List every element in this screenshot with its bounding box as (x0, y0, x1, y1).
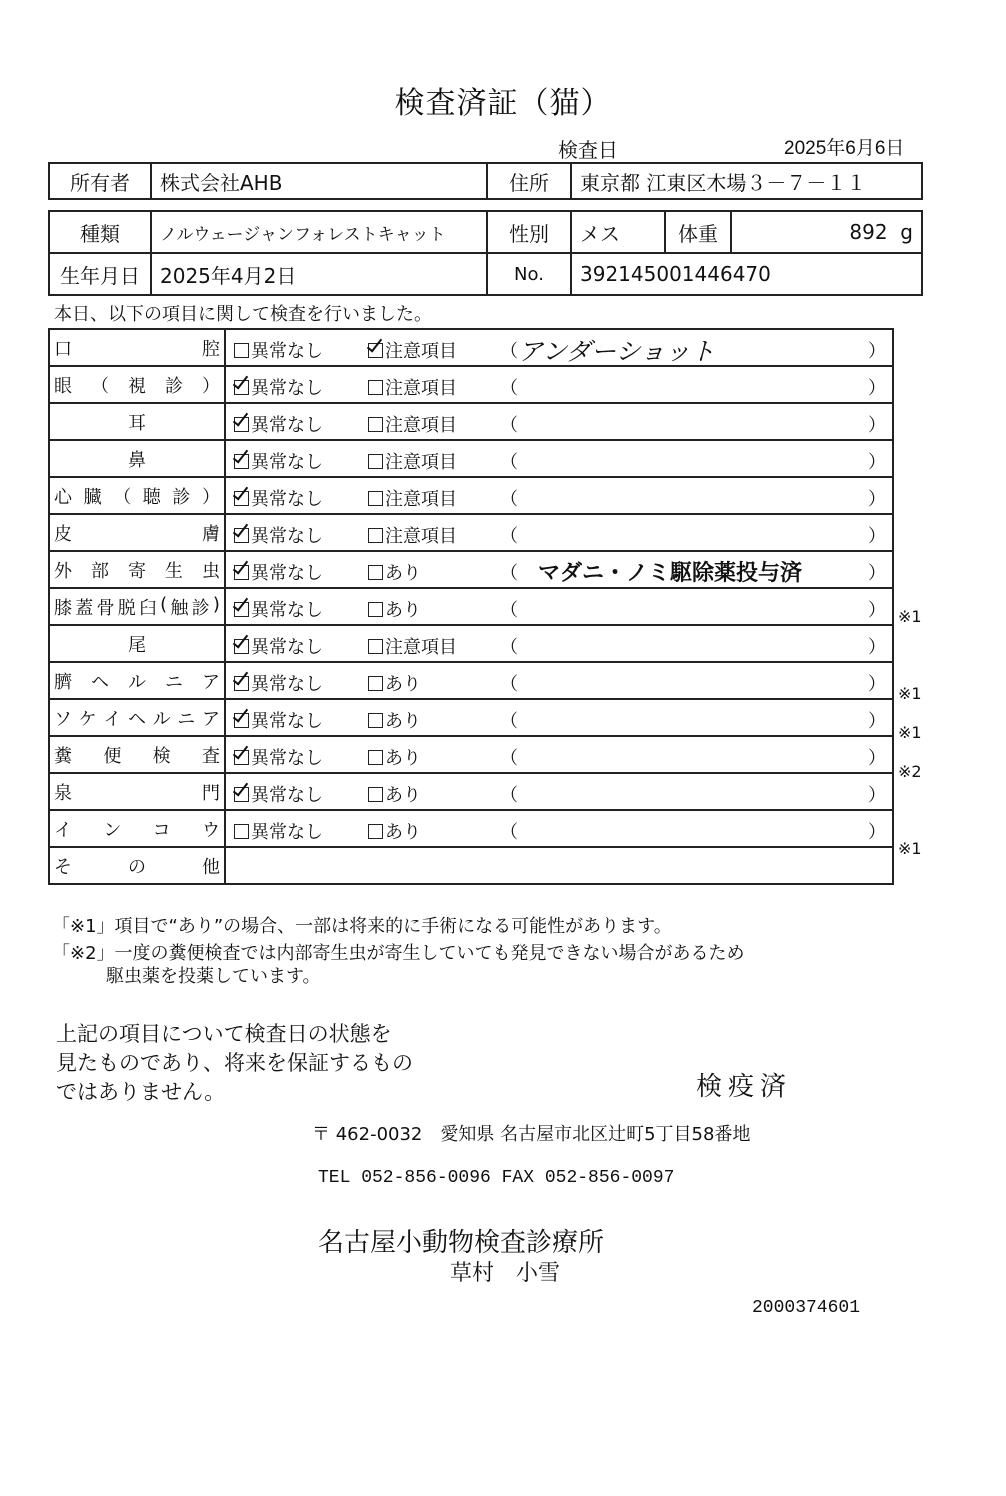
owner-value: 株式会社AHB (151, 163, 487, 199)
exam-item-label: 泉 門 (54, 782, 220, 804)
exam-row (49, 514, 893, 551)
checkbox-icon[interactable] (234, 454, 249, 469)
checkbox-icon[interactable] (234, 491, 249, 506)
option-attention-label: あり (385, 563, 421, 584)
exam-item-name (49, 625, 225, 662)
exam-note: マダニ・ノミ駆除薬投与済 (538, 561, 803, 586)
checkbox-icon[interactable] (368, 380, 383, 395)
note-paren-open: （ (500, 674, 518, 695)
option-normal-label: 異常なし (251, 785, 323, 806)
exam-item-result (225, 662, 893, 699)
checkbox-icon[interactable] (234, 565, 249, 580)
option-normal[interactable] (234, 707, 323, 733)
option-attention-label: 注意項目 (385, 489, 457, 510)
sex-label: 性別 (487, 211, 571, 253)
option-attention[interactable] (368, 818, 421, 844)
option-normal-label: 異常なし (251, 489, 323, 510)
checkbox-icon[interactable] (368, 491, 383, 506)
option-normal-label: 異常なし (251, 563, 323, 584)
exam-item-label: 口 腔 (54, 338, 220, 360)
exam-item-name (49, 366, 225, 403)
checkbox-icon[interactable] (234, 639, 249, 654)
weight-label: 体重 (665, 211, 731, 253)
exam-row (49, 588, 893, 625)
exam-item-result (225, 366, 893, 403)
option-attention[interactable] (368, 596, 421, 622)
note-paren-close: ） (868, 415, 886, 436)
exam-item-label: イ ン コ ウ (54, 819, 220, 841)
option-attention[interactable] (368, 411, 457, 437)
option-normal[interactable] (234, 596, 323, 622)
option-normal-label: 異常なし (251, 822, 323, 843)
note-paren-close: ） (868, 526, 886, 547)
note-paren-close: ） (868, 600, 886, 621)
exam-item-result (225, 625, 893, 662)
exam-row (49, 810, 893, 847)
checkbox-icon[interactable] (234, 824, 249, 839)
exam-item-name (49, 477, 225, 514)
serial-number: 2000374601 (752, 1298, 861, 1318)
exam-item-label: 皮 膚 (54, 523, 220, 545)
option-attention-label: あり (385, 711, 421, 732)
exam-row (49, 736, 893, 773)
clinic-name: 名古屋小動物検査診療所 (318, 1228, 605, 1258)
checkbox-icon[interactable] (368, 824, 383, 839)
exam-item-name (49, 810, 225, 847)
option-attention-label: 注意項目 (385, 378, 457, 399)
option-normal[interactable] (234, 485, 323, 511)
note-paren-close: ） (868, 822, 886, 843)
exam-date-value: 2025年6月6日 (784, 138, 905, 159)
option-normal-label: 異常なし (251, 526, 323, 547)
note-paren-close: ） (868, 489, 886, 510)
checkbox-icon[interactable] (368, 639, 383, 654)
exam-item-result (225, 699, 893, 736)
exam-row (49, 699, 893, 736)
option-normal[interactable] (234, 818, 323, 844)
note-paren-open: （ (500, 711, 518, 732)
checkbox-icon[interactable] (368, 454, 383, 469)
exam-item-name (49, 440, 225, 477)
option-normal[interactable] (234, 670, 323, 696)
disclaimer (56, 1020, 436, 1107)
exam-item-name (49, 847, 225, 884)
option-attention[interactable] (368, 337, 457, 363)
checkbox-icon[interactable] (368, 676, 383, 691)
other-value[interactable] (225, 847, 893, 884)
exam-row (49, 366, 893, 403)
checkbox-icon[interactable] (368, 750, 383, 765)
pet-table (48, 210, 923, 296)
note-paren-open: （ (500, 452, 518, 473)
exam-item-result (225, 477, 893, 514)
option-normal-label: 異常なし (251, 415, 323, 436)
option-attention[interactable] (368, 448, 457, 474)
exam-item-name (49, 662, 225, 699)
exam-item-label: 尾 (128, 634, 146, 656)
weight-unit: g (900, 220, 913, 244)
exam-item-name (49, 736, 225, 773)
option-attention[interactable] (368, 670, 421, 696)
exam-row (49, 773, 893, 810)
option-normal-label: 異常なし (251, 341, 323, 362)
owner-table (48, 162, 923, 200)
note-paren-open: （ (500, 563, 518, 584)
address-value: 東京都 江東区木場３－７－１１ (571, 163, 922, 199)
exam-item-result (225, 810, 893, 847)
option-attention[interactable] (368, 633, 457, 659)
exam-item-label: 臍 ヘ ル ニ ア (54, 671, 220, 693)
option-attention[interactable] (368, 522, 457, 548)
clinic-person: 草村 小雪 (450, 1261, 561, 1286)
option-attention-label: 注意項目 (385, 637, 457, 658)
checkbox-icon[interactable] (234, 676, 249, 691)
option-attention-label: 注意項目 (385, 415, 457, 436)
option-normal-label: 異常なし (251, 378, 323, 399)
disclaimer-line-2: 見たものであり、将来を保証するもの (56, 1051, 413, 1075)
note-paren-close: ） (868, 785, 886, 806)
checkbox-icon[interactable] (368, 602, 383, 617)
option-normal-label: 異常なし (251, 674, 323, 695)
option-attention-label: あり (385, 785, 421, 806)
no-value: 392145001446470 (571, 253, 922, 295)
exam-item-label: 眼 （ 視 診 ） (54, 375, 220, 397)
exam-date-label: 検査日 (558, 138, 618, 162)
exam-item-label: 心 臓 （ 聴 診 ） (54, 486, 220, 508)
option-normal-label: 異常なし (251, 711, 323, 732)
note-paren-open: （ (500, 378, 518, 399)
note-paren-open: （ (500, 637, 518, 658)
exam-item-result (225, 551, 893, 588)
exam-item-name (49, 329, 225, 366)
exam-row (49, 440, 893, 477)
clinic-tel-fax: TEL 052-856-0096 FAX 052-856-0097 (318, 1168, 675, 1188)
exam-footnote-mark: ※1 (898, 607, 922, 627)
birth-label: 生年月日 (49, 253, 151, 295)
option-normal[interactable] (234, 559, 323, 585)
option-normal[interactable] (234, 374, 323, 400)
note-paren-open: （ (500, 600, 518, 621)
note-paren-open: （ (500, 341, 518, 362)
footnote-1: 「※1」項目で“あり”の場合、一部は将来的に手術になる可能性があります。 (52, 916, 672, 937)
note-paren-close: ） (868, 563, 886, 584)
exam-item-result (225, 736, 893, 773)
exam-item-name (49, 773, 225, 810)
exam-item-result (225, 440, 893, 477)
footnote-2: 「※2」一度の糞便検査では内部寄生虫が寄生していても発見できない場合があるため (52, 943, 745, 964)
quarantine-stamp: 検疫済 (696, 1072, 793, 1102)
checkbox-icon[interactable] (234, 713, 249, 728)
intro-text: 本日、以下の項目に関して検査を行いました。 (54, 304, 432, 325)
breed-value: ノルウェージャンフォレストキャット (151, 211, 487, 253)
checkbox-icon[interactable] (234, 750, 249, 765)
option-attention[interactable] (368, 559, 421, 585)
sex-value: メス (571, 211, 665, 253)
exam-table (48, 328, 894, 885)
option-normal[interactable] (234, 522, 323, 548)
note-paren-open: （ (500, 489, 518, 510)
disclaimer-line-1: 上記の項目について検査日の状態を (56, 1022, 392, 1046)
option-normal[interactable] (234, 744, 323, 770)
note-paren-close: ） (868, 711, 886, 732)
note-paren-open: （ (500, 415, 518, 436)
exam-item-result (225, 773, 893, 810)
option-attention-label: 注意項目 (385, 341, 457, 362)
option-normal[interactable] (234, 781, 323, 807)
note-paren-close: ） (868, 452, 886, 473)
checkbox-icon[interactable] (368, 787, 383, 802)
birth-value: 2025年4月2日 (151, 253, 487, 295)
exam-item-name (49, 551, 225, 588)
exam-item-label: 膝 蓋 骨 脱 臼 ( 触 診 ) (54, 593, 220, 619)
breed-label: 種類 (49, 211, 151, 253)
exam-item-result (225, 588, 893, 625)
option-attention-label: あり (385, 748, 421, 769)
no-label: No. (487, 253, 571, 295)
note-paren-open: （ (500, 526, 518, 547)
exam-row (49, 403, 893, 440)
exam-row (49, 662, 893, 699)
exam-item-name (49, 588, 225, 625)
footnote-2-continued: 駆虫薬を投薬しています。 (106, 966, 321, 987)
checkbox-icon[interactable] (234, 602, 249, 617)
option-attention-label: 注意項目 (385, 452, 457, 473)
option-normal-label: 異常なし (251, 637, 323, 658)
note-paren-close: ） (868, 341, 886, 362)
exam-item-label: ソ ケ イ ヘ ル ニ ア (54, 708, 220, 730)
exam-footnote-mark: ※2 (898, 761, 922, 781)
exam-item-label: 鼻 (128, 449, 146, 471)
clinic-address: 〒 462-0032 愛知県 名古屋市北区辻町5丁目58番地 (312, 1124, 751, 1145)
note-paren-open: （ (500, 822, 518, 843)
owner-label: 所有者 (49, 163, 151, 199)
exam-footnote-mark: ※1 (898, 838, 922, 858)
option-attention-label: 注意項目 (385, 526, 457, 547)
exam-row (49, 551, 893, 588)
exam-item-label: 耳 (128, 412, 146, 434)
exam-row-other (49, 847, 893, 884)
option-normal-label: 異常なし (251, 600, 323, 621)
page-title: 検査済証（猫） (394, 86, 612, 121)
exam-row (49, 329, 893, 366)
note-paren-open: （ (500, 785, 518, 806)
weight-cell (731, 211, 922, 253)
checkbox-icon[interactable] (234, 380, 249, 395)
checkbox-icon[interactable] (368, 417, 383, 432)
note-paren-close: ） (868, 748, 886, 769)
note-paren-close: ） (868, 637, 886, 658)
option-normal-label: 異常なし (251, 452, 323, 473)
option-attention[interactable] (368, 781, 421, 807)
exam-item-result (225, 329, 893, 366)
checkbox-icon[interactable] (234, 417, 249, 432)
checkbox-icon[interactable] (368, 713, 383, 728)
other-label: そ の 他 (54, 856, 220, 878)
exam-item-label: 糞 便 検 査 (54, 745, 220, 767)
note-paren-open: （ (500, 748, 518, 769)
exam-item-result (225, 403, 893, 440)
checkbox-icon[interactable] (368, 565, 383, 580)
exam-item-name (49, 403, 225, 440)
option-normal[interactable] (234, 633, 323, 659)
option-attention[interactable] (368, 485, 457, 511)
exam-row (49, 477, 893, 514)
checkbox-icon[interactable] (368, 528, 383, 543)
exam-note: アンダーショット (518, 337, 716, 366)
disclaimer-line-3: ではありません。 (56, 1080, 226, 1104)
option-normal[interactable] (234, 448, 323, 474)
option-normal-label: 異常なし (251, 748, 323, 769)
checkbox-icon[interactable] (234, 343, 249, 358)
exam-footnote-mark: ※1 (898, 723, 922, 742)
checkbox-icon[interactable] (368, 343, 383, 358)
note-paren-close: ） (868, 378, 886, 399)
exam-item-name (49, 514, 225, 551)
exam-item-name (49, 699, 225, 736)
option-attention[interactable] (368, 744, 421, 770)
exam-footnote-mark: ※1 (898, 684, 922, 704)
option-attention-label: あり (385, 822, 421, 843)
exam-item-label: 外 部 寄 生 虫 (54, 560, 220, 582)
exam-row (49, 625, 893, 662)
option-attention-label: あり (385, 600, 421, 621)
weight-value: 892 (849, 220, 888, 244)
option-normal[interactable] (234, 337, 323, 363)
note-paren-close: ） (868, 674, 886, 695)
option-attention-label: あり (385, 674, 421, 695)
checkbox-icon[interactable] (234, 528, 249, 543)
option-attention[interactable] (368, 707, 421, 733)
address-label: 住所 (487, 163, 571, 199)
checkbox-icon[interactable] (234, 787, 249, 802)
option-normal[interactable] (234, 411, 323, 437)
exam-item-result (225, 514, 893, 551)
option-attention[interactable] (368, 374, 457, 400)
